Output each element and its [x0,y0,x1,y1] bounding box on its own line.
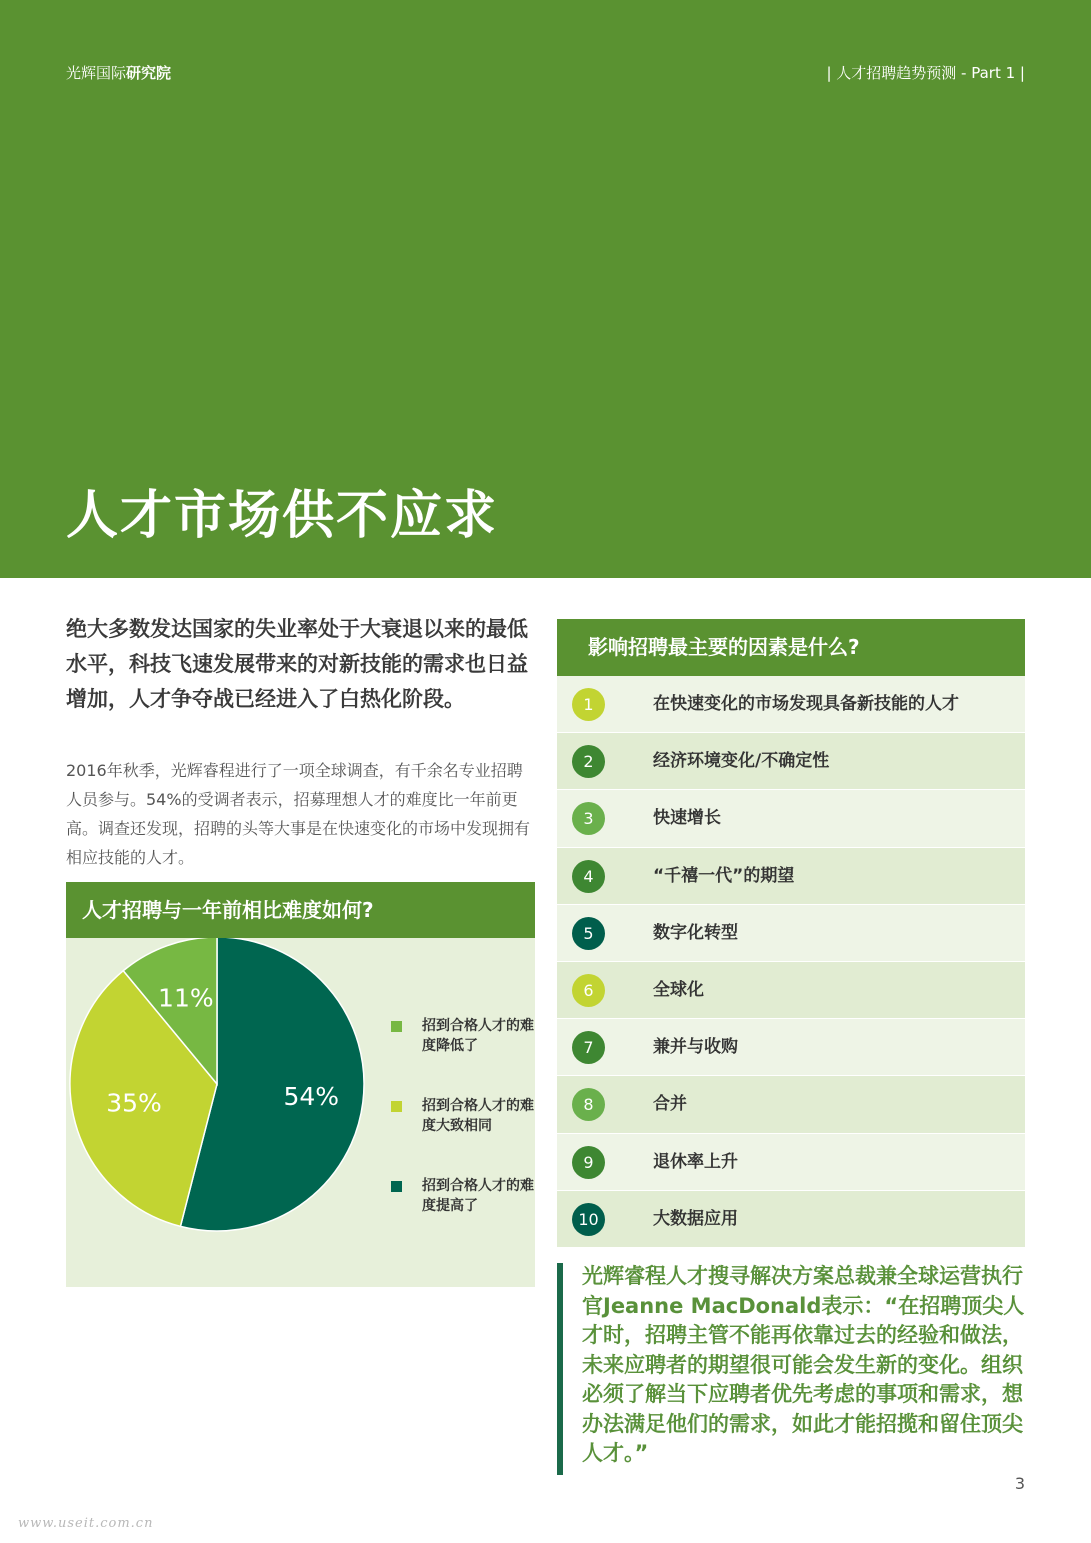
recruiting-factors-table [557,619,1025,1248]
factor-row [557,1191,1025,1248]
legend-swatch [391,1101,402,1112]
factor-label: 经济环境变化/不确定性 [653,751,830,772]
factor-label: 合并 [653,1094,687,1115]
factor-label: 快速增长 [653,808,721,829]
legend-item [388,1096,538,1176]
factor-label: 退休率上升 [653,1151,738,1172]
factor-rank-badge: 6 [572,974,605,1007]
factor-row [557,676,1025,733]
quote-accent-bar [557,1263,563,1475]
factor-row [557,733,1025,790]
factor-row [557,1076,1025,1133]
watermark-text: www.useit.com.cn [18,1516,154,1531]
factor-rank-badge: 3 [572,802,605,835]
pull-quote: 光辉睿程人才搜寻解决方案总裁兼全球运营执行官Jeanne MacDonald表示：“在招聘顶尖人才时，招聘主管不能再依靠过去的经验和做法，未来应聘者的期望很可能会发生新的变化。组织必须了解当下应聘者优先考虑的事项和需求，想办法满足他们的需求，如此才能招揽和留住顶尖人才。” [582,1264,1025,1465]
brand-regular: 光辉国际 [66,64,127,82]
page-title: 人才市场供不应求 [66,486,499,546]
difficulty-pie-chart-panel [66,882,535,1287]
factor-label: “千禧一代”的期望 [653,865,795,886]
brand-bold: 研究院 [126,64,172,82]
body-paragraph: 2016年秋季，光辉睿程进行了一项全球调查，有千余名专业招聘人员参与。54%的受调者表示，招募理想人才的难度比一年前更高。调查还发现，招聘的头等大事是在快速变化的市场中发现拥有相应技能的人才。 [66,761,531,867]
factor-rank-badge: 10 [572,1203,605,1236]
factors-list [557,676,1025,1248]
pie-data-label: 54% [283,1081,340,1111]
pie-data-label: 11% [158,983,214,1013]
legend-swatch [391,1021,402,1032]
hero-banner [0,0,1091,578]
pie-data-label: 35% [106,1088,162,1118]
factor-label: 全球化 [653,979,704,1000]
factor-rank-badge: 8 [572,1088,605,1121]
factor-row [557,905,1025,962]
lead-paragraph: 绝大多数发达国家的失业率处于大衰退以来的最低水平，科技飞速发展带来的对新技能的需求也日益增加，人才争夺战已经进入了白热化阶段。 [66,617,528,711]
legend-item [388,1016,538,1096]
factor-row [557,1134,1025,1191]
factor-label: 兼并与收购 [653,1037,738,1058]
factor-row [557,790,1025,847]
factor-rank-badge: 5 [572,917,605,950]
running-header: | 人才招聘趋势预测 - Part 1 | [826,64,1025,82]
factor-rank-badge: 9 [572,1146,605,1179]
chart-legend [388,1016,538,1256]
factor-rank-badge: 4 [572,860,605,893]
legend-label: 招到合格人才的难度降低了 [422,1018,534,1054]
factor-rank-badge: 2 [572,745,605,778]
legend-swatch [391,1181,402,1192]
legend-item [388,1176,538,1256]
factor-rank-badge: 7 [572,1031,605,1064]
legend-label: 招到合格人才的难度提高了 [422,1178,534,1214]
factor-row [557,1019,1025,1076]
page-number: 3 [1014,1474,1025,1493]
brand-logo-text [66,62,171,83]
factor-label: 大数据应用 [653,1208,738,1229]
factor-row [557,962,1025,1019]
factor-label: 在快速变化的市场发现具备新技能的人才 [653,694,959,714]
factor-rank-badge: 1 [572,688,605,721]
factor-row [557,848,1025,905]
factors-title: 影响招聘最主要的因素是什么? [557,619,1025,676]
chart-title: 人才招聘与一年前相比难度如何? [66,882,535,938]
legend-label: 招到合格人才的难度大致相同 [422,1098,534,1134]
factor-label: 数字化转型 [653,922,738,943]
